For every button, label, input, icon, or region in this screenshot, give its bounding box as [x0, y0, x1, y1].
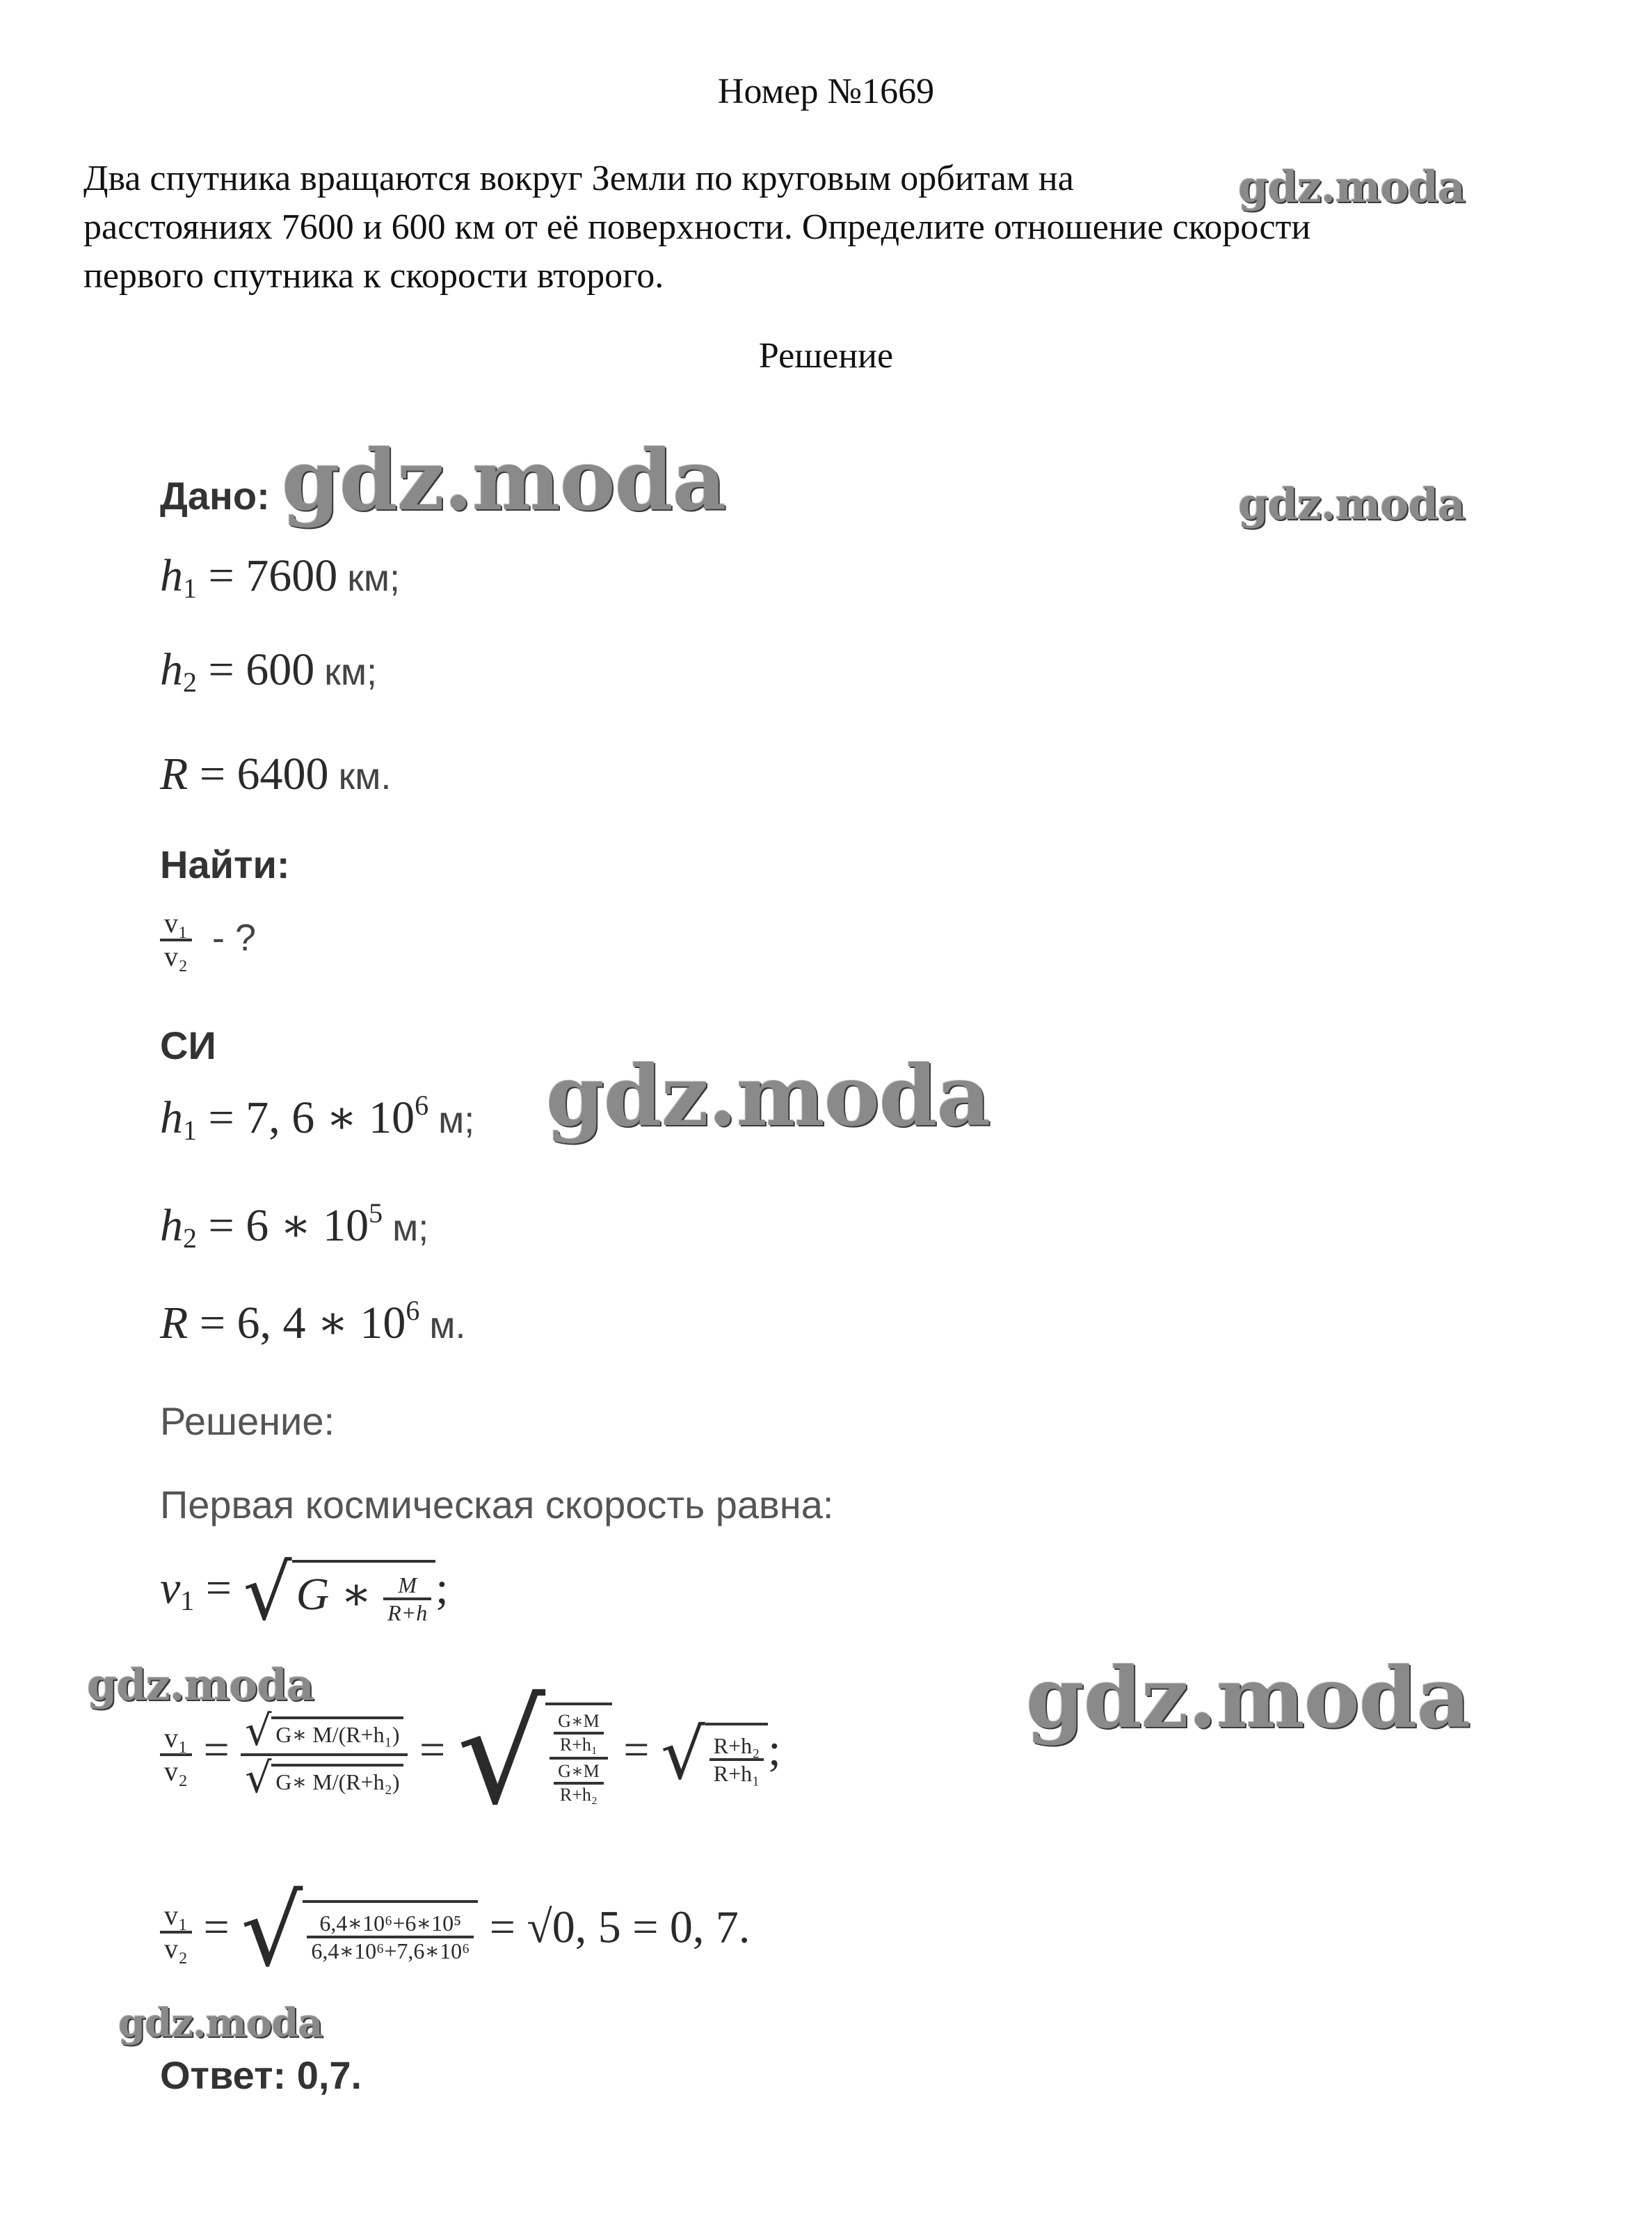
find-expression: $\frac{\text{v₁}}{\text{v₂}}$ - ?: [160, 908, 256, 972]
first-cosmic-text: Первая космическая скорость равна:: [160, 1483, 834, 1527]
solution-label: Решение:: [160, 1399, 335, 1443]
watermark: gdz.moda: [1026, 1649, 1470, 1747]
solution-heading: Решение: [758, 336, 894, 376]
watermark: gdz.moda: [118, 2000, 323, 2046]
formula-ratio: $\frac{\text{v₁}}{\text{v₂}}$ = $\frac{\text{√ G∗ M/(R+h₁)}}{\text{√ G∗ M/(R+h₂)}}$ = √ $\frac{\frac{G∗M}{\text{R+h₁}}}{\frac{G∗M}{\text{R+h₂}}}$ = √ $\frac{\text{R+h₂}}{\text{R+h₁}}$ ;: [160, 1673, 781, 1835]
given-label: Дано:: [160, 474, 270, 518]
watermark: gdz.moda: [87, 1659, 314, 1710]
watermark: gdz.moda: [546, 1047, 991, 1145]
si-h2: $h_2 = 6$ ∗ $10^5$ м;: [160, 1197, 429, 1254]
formula-numeric: $\frac{\text{v₁}}{\text{v₂}}$ = √ $\frac{\text{6,4∗10⁶+6∗10⁵}}{\text{6,4∗10⁶+7,6∗10⁶}}$ = √0, 5 = 0, 7.: [160, 1875, 750, 1988]
answer-text: Ответ: 0,7.: [160, 2053, 362, 2097]
page-title: Номер №1669: [717, 72, 935, 111]
given-h2: $h_2 = 600$ км;: [160, 644, 377, 698]
si-r: R = 6, 4 ∗ $10^6$ м.: [160, 1295, 466, 1348]
problem-line: расстояниях 7600 и 600 км от её поверхности. Определите отношение скорости: [83, 207, 1311, 247]
given-r: R = 6400 км.: [160, 749, 392, 799]
find-label: Найти:: [160, 843, 290, 886]
watermark: gdz.moda: [1238, 161, 1465, 212]
problem-line: первого спутника к скорости второго.: [83, 256, 664, 296]
si-label: СИ: [160, 1023, 216, 1067]
watermark: gdz.moda: [282, 431, 726, 529]
formula-first-cosmic: $v_1 = √G$ ∗ $\frac{M}{R+h}$ ;: [160, 1548, 449, 1637]
si-h1: $h_1 = 7$, 6 ∗ $10^6$ м;: [160, 1090, 475, 1146]
given-h1: $h_1 = 7600$ км;: [160, 550, 400, 604]
problem-line: Два спутника вращаются вокруг Земли по круговым орбитам на: [83, 159, 1074, 198]
watermark: gdz.moda: [1238, 479, 1465, 529]
